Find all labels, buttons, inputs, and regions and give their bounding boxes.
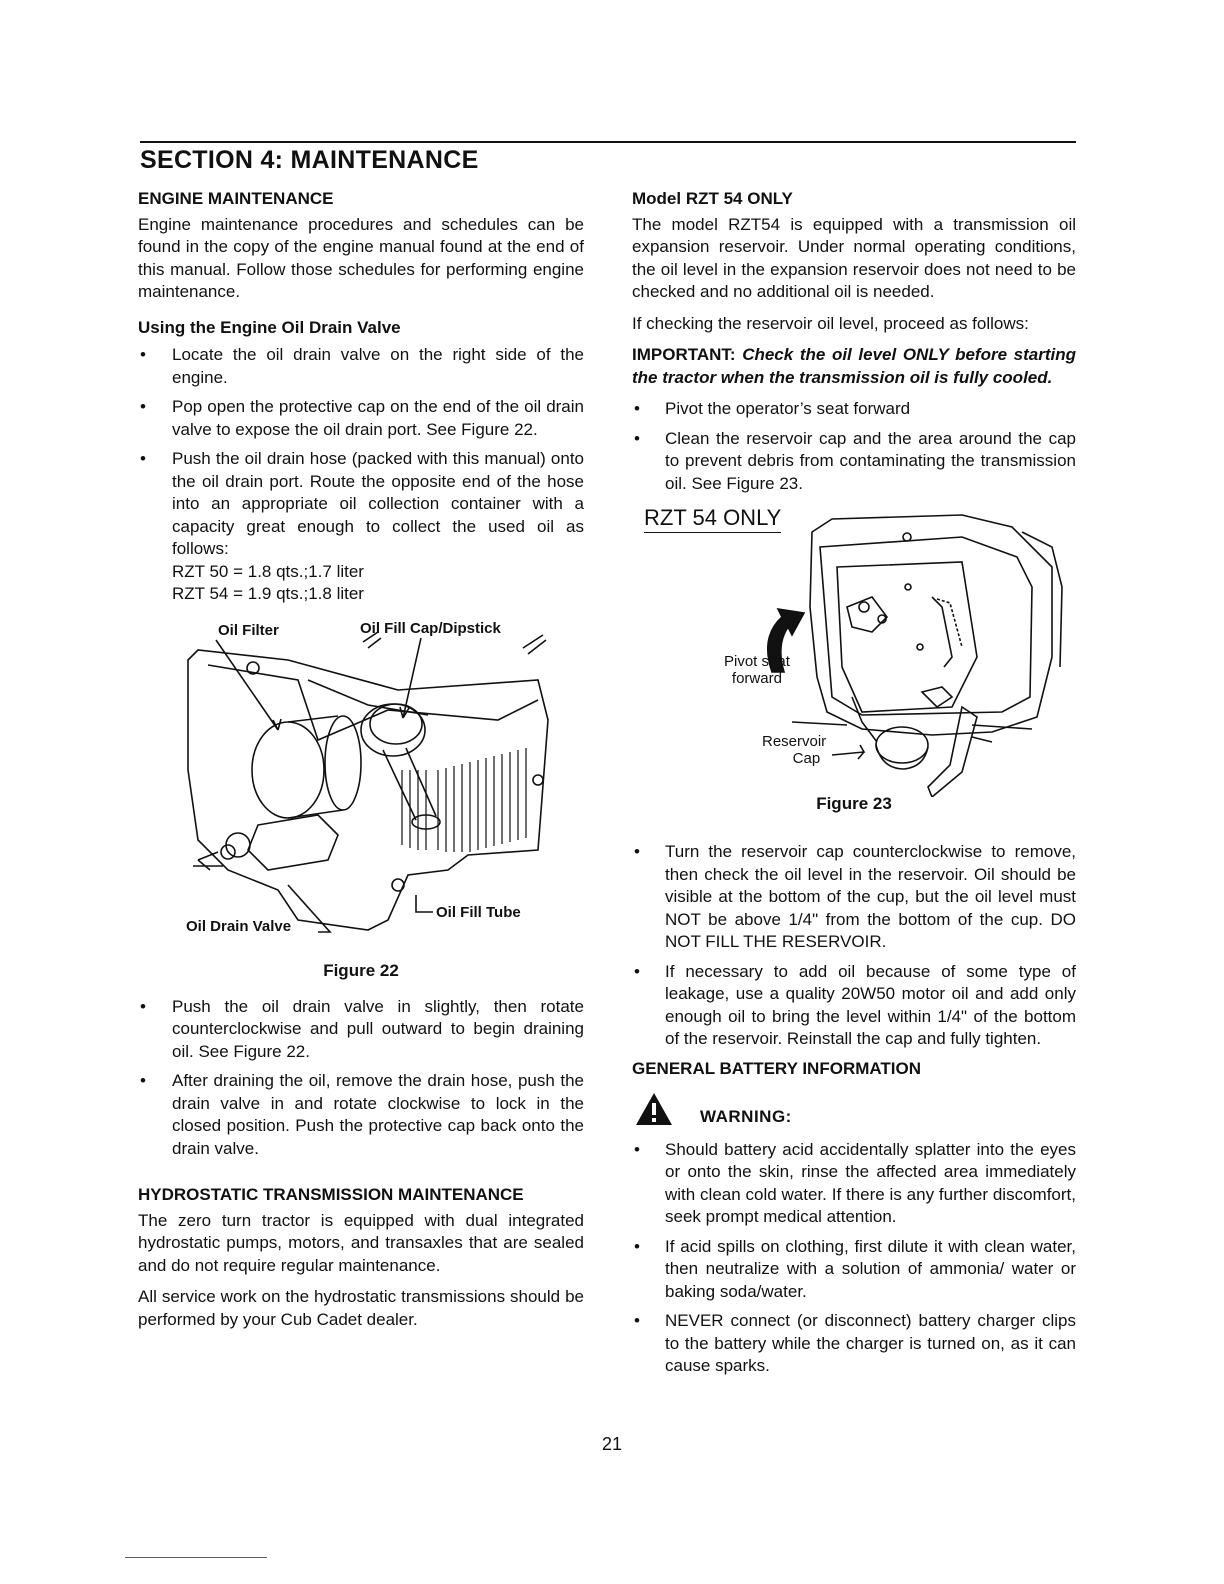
oil-drain-steps: [138, 344, 584, 606]
figure-23: [632, 507, 1076, 827]
oil-drain-heading: Using the Engine Oil Drain Valve: [138, 317, 401, 337]
warning-block: [634, 1090, 1076, 1129]
label-oil-drain-valve: Oil Drain Valve: [186, 917, 292, 935]
list-item: [138, 448, 584, 606]
rzt54-paragraph-2: If checking the reservoir oil level, proceed as follows:: [632, 313, 1029, 333]
rzt54-heading: Model RZT 54 ONLY: [632, 189, 793, 208]
hydro-paragraph-2: All service work on the hydrostatic transmissions should be performed by your Cub Cadet dealer.: [138, 1287, 584, 1329]
label-reservoir-cap: [762, 733, 826, 767]
figure-22: [138, 620, 584, 986]
oil-drain-steps-continued: [138, 996, 584, 1161]
cap-label: Cap: [792, 750, 821, 767]
engine-intro: Engine maintenance procedures and schedules can be found in the copy of the engine manual found at the end of this manual. Follow those schedules for performing engine maintenance.: [138, 214, 584, 301]
rzt54-banner: RZT 54 ONLY: [644, 507, 781, 533]
page-number: 21: [601, 1434, 623, 1454]
list-item: • Push the oil drain valve in slightly, then rotate counterclockwise and pull outward to begin draining oil. See Figure 22.: [138, 996, 584, 1064]
label-oil-filter: Oil Filter: [218, 621, 279, 639]
list-item: • Pivot the operator’s seat forward: [632, 398, 1076, 421]
reservoir-label: Reservoir: [762, 733, 827, 750]
warning-icon: [634, 1091, 674, 1127]
figure-22-caption: Figure 22: [323, 960, 399, 980]
pivot-line-1: Pivot seat: [724, 653, 790, 670]
list-item: • Clean the reservoir cap and the area around the cap to prevent debris from contaminating the transmission oil. See Figure 23.: [632, 428, 1076, 496]
footer-line: [125, 1557, 267, 1558]
engine-maintenance-heading: ENGINE MAINTENANCE: [138, 189, 334, 208]
important-text: Check the oil level ONLY before starting the tractor when the transmission oil is fully cooled.: [632, 345, 1076, 387]
label-pivot-seat: [724, 653, 790, 687]
reservoir-steps-continued: [632, 841, 1076, 1051]
list-item: • Pop open the protective cap on the end of the oil drain valve to expose the oil drain port. See Figure 22.: [138, 396, 584, 441]
seat-illustration: [632, 507, 1076, 797]
list-item: • If necessary to add oil because of some type of leakage, use a quality 20W50 motor oil and add only enough oil to bring the level within 1/4" of the bottom of the reservoir. Reinstall the cap and fully tighten.: [632, 961, 1076, 1051]
hydro-paragraph-1: The zero turn tractor is equipped with dual integrated hydrostatic pumps, motors, and transaxles that are sealed and do not require regular maintenance.: [138, 1210, 584, 1275]
right-column: [632, 188, 1076, 1385]
capacity-rzt54: RZT 54 = 1.9 qts.;1.8 liter: [172, 584, 364, 603]
capacity-rzt50: RZT 50 = 1.8 qts.;1.7 liter: [172, 561, 364, 581]
left-column: [138, 188, 584, 1340]
hydro-heading: HYDROSTATIC TRANSMISSION MAINTENANCE: [138, 1185, 524, 1204]
label-oil-fill-cap: Oil Fill Cap/Dipstick: [360, 619, 501, 637]
label-oil-fill-tube: Oil Fill Tube: [436, 903, 521, 921]
list-item: • Turn the reservoir cap counterclockwise to remove, then check the oil level in the reservoir. Oil should be visible at the bottom of the cup, but the oil level must NOT be above 1/4" from the bottom of the cup. DO NOT FILL THE RESERVOIR.: [632, 841, 1076, 954]
warning-label: WARNING:: [700, 1107, 792, 1126]
section-title: SECTION 4: MAINTENANCE: [140, 146, 479, 174]
reservoir-steps: [632, 398, 1076, 495]
list-item-text: Push the oil drain hose (packed with this manual) onto the oil drain port. Route the opposite end of the hose into an appropriate oil collection container with a capacity great enough to collect the used oil as follows:: [172, 449, 584, 558]
top-rule: [140, 141, 1076, 143]
list-item: • Should battery acid accidentally splatter into the eyes or onto the skin, rinse the affected area immediately with clean cold water. If there is any further discomfort, seek prompt medical attention.: [632, 1139, 1076, 1229]
engine-illustration: [138, 620, 584, 950]
list-item: • NEVER connect (or disconnect) battery charger clips to the battery while the charger is turned on, as it can cause sparks.: [632, 1310, 1076, 1378]
rzt54-paragraph-1: The model RZT54 is equipped with a transmission oil expansion reservoir. Under normal operating conditions, the oil level in the expansion reservoir does not need to be checked and no additional oil is needed.: [632, 214, 1076, 301]
important-label: IMPORTANT:: [632, 345, 736, 364]
pivot-line-2: forward: [731, 670, 782, 687]
battery-heading: GENERAL BATTERY INFORMATION: [632, 1058, 921, 1078]
list-item: • Locate the oil drain valve on the right side of the engine.: [138, 344, 584, 389]
list-item: • If acid spills on clothing, first dilute it with clean water, then neutralize with a solution of ammonia/ water or baking soda/water.: [632, 1236, 1076, 1304]
battery-warnings: [632, 1139, 1076, 1378]
important-note: [632, 344, 1076, 389]
figure-23-caption: Figure 23: [816, 794, 892, 813]
list-item: • After draining the oil, remove the drain hose, push the drain valve in and rotate clockwise to lock in the closed position. Push the protective cap back onto the drain valve.: [138, 1070, 584, 1160]
